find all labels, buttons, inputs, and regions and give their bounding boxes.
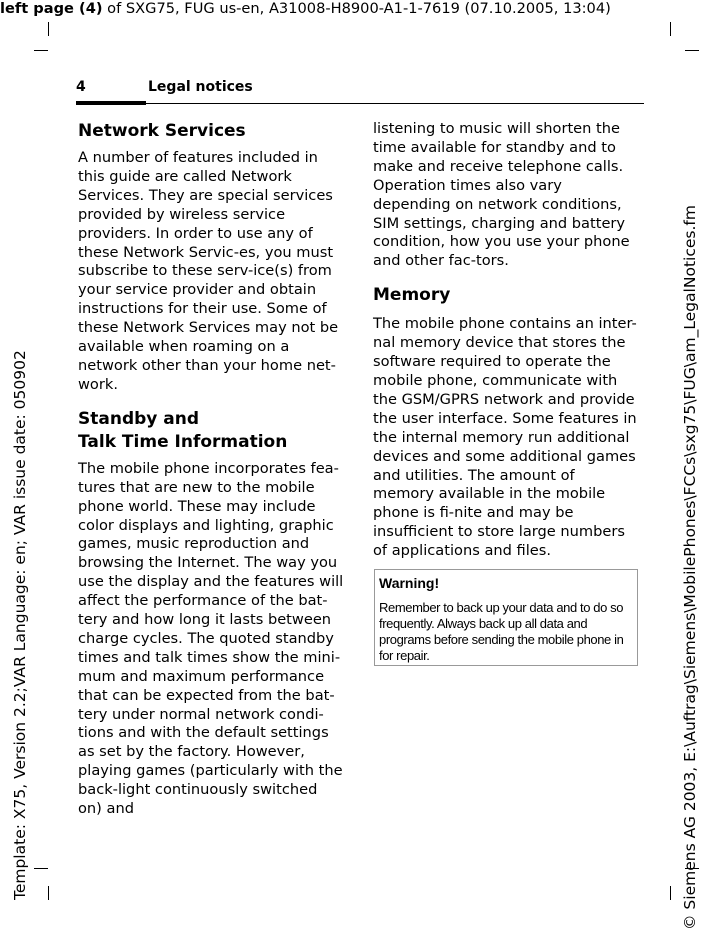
heading-network-services: Network Services bbox=[78, 121, 246, 141]
print-info-details: of SXG75, FUG us-en, A31008-H8900-A1-1-7619 (07.10.2005, 13:04) bbox=[102, 0, 611, 17]
crop-mark bbox=[48, 22, 49, 36]
paragraph-standby: The mobile phone incorporates fea-tures that are new to the mobile phone world. These may include color displays and lighting, graphic games, music reproduction and browsing the Internet. The way you use the display and the features will affect the performance of the bat-tery and how long it lasts between charge cycles. The quoted standby times and talk times show the mini-mum and maximum performance that can be expected from the bat-tery under normal network condi-tions and with the default settings as set by the factory. However, playing games (particularly with the back-light continuously switched on) and bbox=[78, 459, 344, 818]
copyright-text: © Siemens AG 2003, E:\Auftrag\Siemens\MobilePhones\FCCs\sxg75\FUG\am_LegalNotices.fm bbox=[681, 205, 699, 930]
crop-mark bbox=[670, 22, 671, 36]
warning-box bbox=[374, 569, 638, 666]
crop-mark bbox=[34, 50, 48, 51]
page-title: Legal notices bbox=[148, 79, 253, 95]
template-info-text: Template: X75, Version 2.2;VAR Language: en; VAR issue date: 050902 bbox=[11, 350, 29, 900]
heading-standby bbox=[78, 408, 344, 454]
print-info-line bbox=[0, 0, 719, 18]
crop-mark bbox=[670, 886, 671, 900]
copyright-vertical bbox=[680, 30, 710, 930]
warning-text: Remember to back up your data and to do so frequently. Always back up all data and programs before sending the mobile phone in for repair. bbox=[379, 600, 624, 663]
heading-standby-line1: Standby and bbox=[78, 408, 200, 429]
crop-mark bbox=[34, 868, 48, 869]
heading-memory: Memory bbox=[373, 285, 451, 306]
crop-mark bbox=[48, 886, 49, 900]
header-rule bbox=[146, 103, 644, 104]
paragraph-memory: The mobile phone contains an inter-nal memory device that stores the software required to operate the mobile phone, communicate with the GSM/GPRS network and provide the user interface. Some features in the internal memory run additional devices and some additional games and utilities. The amount of memory available in the mobile phone is fi-nite and may be insufficient to store large numbers of applications and files. bbox=[373, 315, 637, 560]
page-number: 4 bbox=[76, 79, 86, 95]
heading-standby-line2: Talk Time Information bbox=[78, 431, 288, 452]
paragraph-standby-continued: listening to music will shorten the time available for standby and to make and receive telephone calls. Operation times also vary depending on network conditions, SIM settings, charging and battery condition, how you use your phone and other fac-tors. bbox=[373, 120, 630, 270]
template-info-vertical bbox=[10, 30, 34, 930]
print-info-page: left page (4) bbox=[0, 0, 103, 17]
warning-title: Warning! bbox=[379, 575, 440, 591]
paragraph-network-services: A number of features included in this guide are called Network Services. They are special services provided by wireless service providers. In order to use any of these Network Servic-es, you must subscribe to these serv-ice(s) from your service provider and obtain instructions for their use. Some of these Network Services may not be available when roaming on a network other than your home net-work. bbox=[78, 149, 339, 393]
right-column bbox=[373, 120, 639, 561]
header-rule-thick bbox=[76, 101, 146, 105]
left-column bbox=[78, 117, 344, 819]
